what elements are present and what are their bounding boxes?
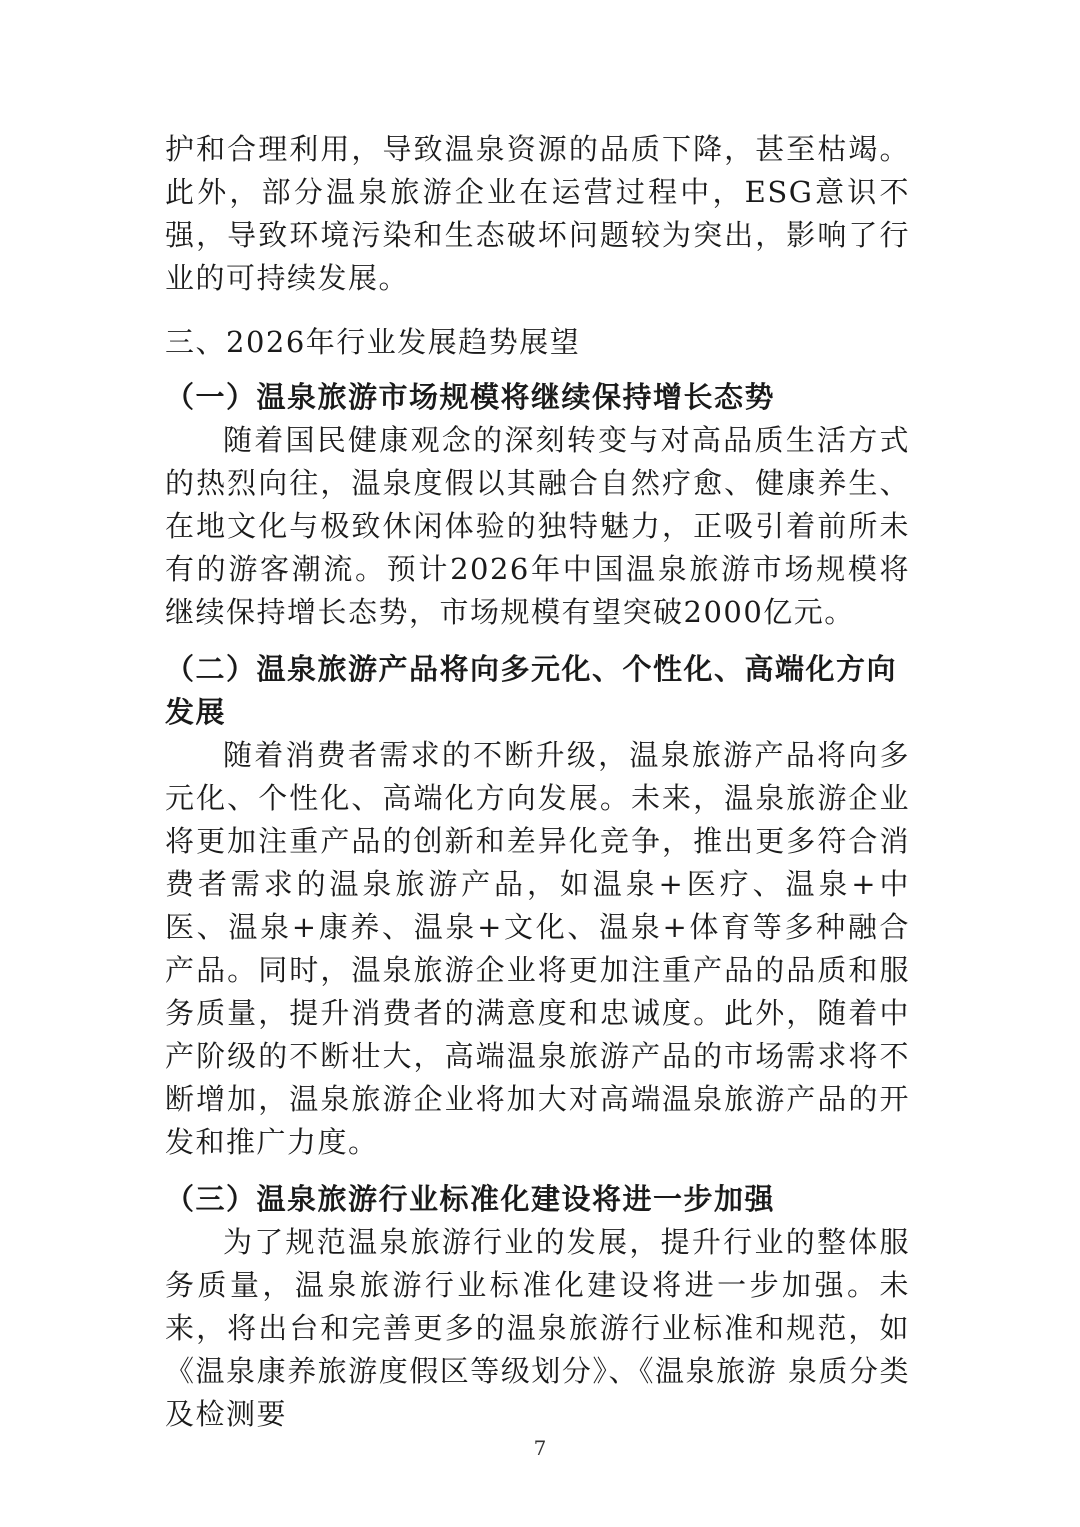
subsection-3-body: 为了规范温泉旅游行业的发展，提升行业的整体服务质量，温泉旅游行业标准化建设将进一步加强。未来，将出台和完善更多的温泉旅游行业标准和规范，如《温泉康养旅游度假区等级划分》、《温泉旅游 泉质分类及检测要 <box>165 1225 910 1431</box>
section-heading: 三、2026年行业发展趋势展望 <box>165 325 581 359</box>
subsection-2-body: 随着消费者需求的不断升级，温泉旅游产品将向多元化、个性化、高端化方向发展。未来，温泉旅游企业将更加注重产品的创新和差异化竞争，推出更多符合消费者需求的温泉旅游产品，如温泉+医疗、温泉+中医、温泉+康养、温泉+文化、温泉+体育等多种融合产品。同时，温泉旅游企业将更加注重产品的品质和服务质量，提升消费者的满意度和忠诚度。此外，随着中产阶级的不断壮大，高端温泉旅游产品的市场需求将不断增加，温泉旅游企业将加大对高端温泉旅游产品的开发和推广力度。 <box>165 738 910 1159</box>
subsection-2-heading: （二）温泉旅游产品将向多元化、个性化、高端化方向发展 <box>165 652 898 729</box>
intro-paragraph: 护和合理利用，导致温泉资源的品质下降，甚至枯竭。此外，部分温泉旅游企业在运营过程中，ESG意识不强，导致环境污染和生态破坏问题较为突出，影响了行业的可持续发展。 <box>165 132 910 295</box>
subsection-1-heading: （一）温泉旅游市场规模将继续保持增长态势 <box>165 380 776 414</box>
subsection-1-body: 随着国民健康观念的深刻转变与对高品质生活方式的热烈向往，温泉度假以其融合自然疗愈、健康养生、在地文化与极致休闲体验的独特魅力，正吸引着前所未有的游客潮流。预计2026年中国温泉旅游市场规模将继续保持增长态势，市场规模有望突破2000亿元。 <box>165 423 910 629</box>
document-page <box>165 128 910 1436</box>
subsection-3-heading: （三）温泉旅游行业标准化建设将进一步加强 <box>165 1182 776 1216</box>
page-number: 7 <box>533 1436 547 1460</box>
